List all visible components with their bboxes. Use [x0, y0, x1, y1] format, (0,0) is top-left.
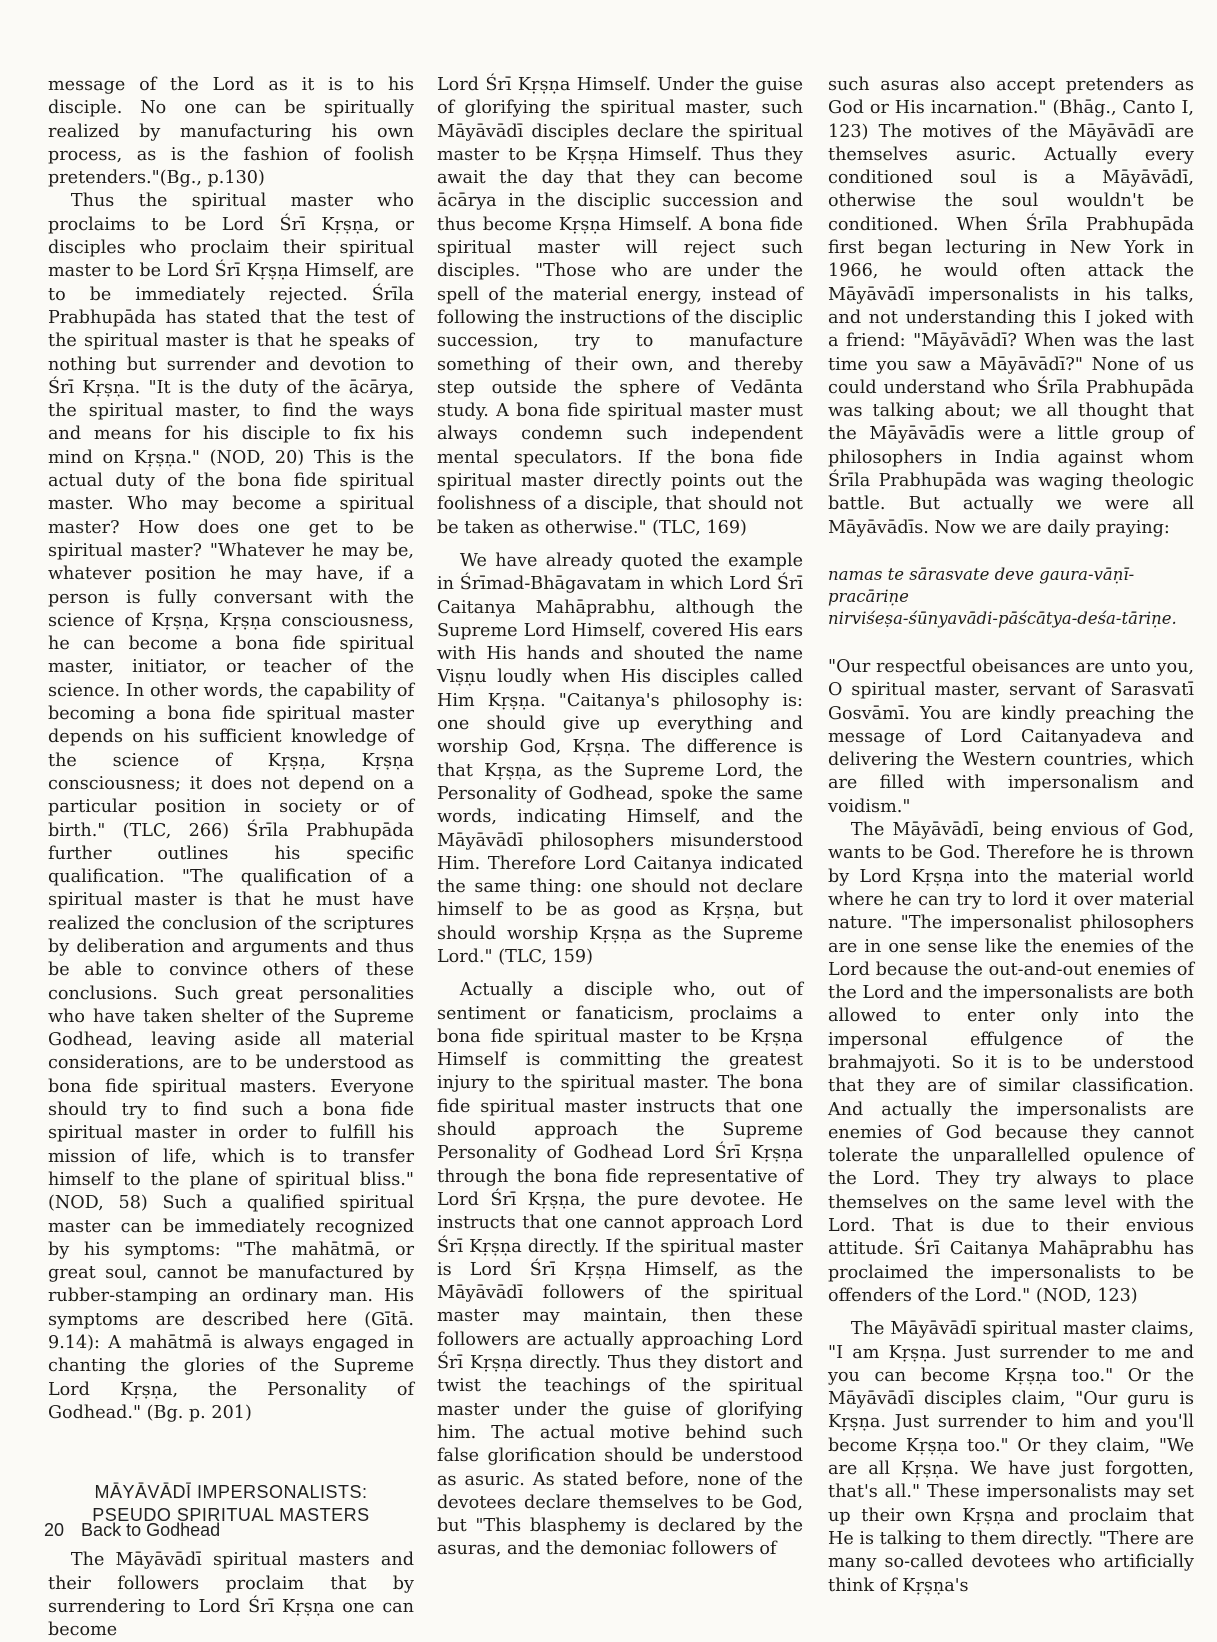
column-2 — [437, 74, 803, 1562]
heading-line: MĀYĀVĀDĪ IMPERSONALISTS: — [94, 1482, 368, 1503]
paragraph: such asuras also accept pretenders as God or His incarnation." (Bhāg., Canto I, 123) The motives of the Māyāvādī are themselves asuric. Actually every conditioned soul is a Māyāvādī, otherwise the soul wouldn't be conditioned. When Śrīla Prabhupāda first began lecturing in New York in 1966, he would often attack the Māyāvādī impersonalists in his talks, and not understanding this I joked with a friend: "Māyāvādī? When was the last time you saw a Māyāvādī?" None of us could understand who Śrīla Prabhupāda was talking about; we all thought that the Māyāvādīs were a little group of philosophers in India against whom Śrīla Prabhupāda was waging theologic battle. But actually we were all Māyāvādīs. Now we are daily praying: — [828, 75, 1194, 538]
publication-name: Back to Godhead — [81, 1520, 221, 1540]
paragraph: The Māyāvādī, being envious of God, wants to be God. Therefore he is thrown by Lord Kṛṣṇa into the material world where he can try to lord it over material nature. "The impersonalist philosophers are in one sense like the enemies of the Lord because the out-and-out enemies of the Lord and the impersonalists are both allowed to enter only into the impersonal effulgence of the brahmajyoti. So it is to be understood that they are of similar classification. And actually the impersonalists are enemies of God because they cannot tolerate the unparallelled opulence of the Lord. They try always to place themselves on the same level with the Lord. That is due to their envious attitude. Śrī Caitanya Mahāprabhu has proclaimed the impersonalists to be offenders of the Lord." (NOD, 123) — [828, 820, 1194, 1306]
verse-line: namas te sārasvate deve gaura-vāṇī-pracāriṇe — [828, 564, 1135, 606]
paragraph: "Our respectful obeisances are unto you, O spiritual master, servant of Sarasvatī Gosvāmī. You are kindly preaching the message of Lord Caitanyadeva and delivering the Western countries, which are filled with impersonalism and voidism." — [828, 656, 1194, 817]
paragraph: The Māyāvādī spiritual masters and their followers proclaim that by surrendering to Lord Śrī Kṛṣṇa one can become — [48, 1550, 414, 1641]
paragraph: Lord Śrī Kṛṣṇa Himself. Under the guise of glorifying the spiritual master, such Māyāvādī disciples declare the spiritual master to be Kṛṣṇa Himself. Thus they await the day that they can become ācārya in the disciplic succession and thus become Kṛṣṇa Himself. A bona fide spiritual master will reject such disciples. "Those who are under the spell of the material energy, instead of following the instructions of the disciplic succession, try to manufacture something of their own, and thereby step outside the sphere of Vedānta study. A bona fide spiritual master must always condemn such independent mental speculators. If the bona fide spiritual master directly points out the foolishness of a disciple, that should not be taken as otherwise." (TLC, 169) — [437, 75, 803, 538]
page-number: 20 — [44, 1520, 65, 1540]
page-footer — [44, 1520, 220, 1541]
paragraph: Actually a disciple who, out of sentiment or fanaticism, proclaims a bona fide spiritual master to be Kṛṣṇa Himself is committing the greatest injury to the spiritual master. The bona fide spiritual master instructs that one should approach the Supreme Personality of Godhead Lord Śrī Kṛṣṇa through the bona fide representative of Lord Śrī Kṛṣṇa, the pure devotee. He instructs that one cannot approach Lord Śrī Kṛṣṇa directly. If the spiritual master is Lord Śrī Kṛṣṇa Himself, as the Māyāvādī followers of the spiritual master may maintain, then these followers are actually approaching Lord Śrī Kṛṣṇa directly. Thus they distort and twist the teachings of the spiritual master under the guise of glorifying him. The actual motive behind such false glorification should be understood as asuric. As stated before, none of the devotees declare themselves to be God, but "This blasphemy is declared by the asuras, and the demoniac followers of — [437, 980, 803, 1560]
sanskrit-verse — [828, 564, 1194, 630]
verse-line: nirviśeṣa-śūnyavādi-pāścātya-deśa-tāriṇe. — [828, 608, 1177, 628]
paragraph: We have already quoted the example in Śrīmad-Bhāgavatam in which Lord Śrī Caitanya Mahāprabhu, although the Supreme Lord Himself, covered His ears with His hands and shouted the name Viṣṇu loudly when His disciples called Him Kṛṣṇa. "Caitanya's philosophy is: one should give up everything and worship God, Kṛṣṇa. The difference is that Kṛṣṇa, as the Supreme Lord, the Personality of Godhead, spoke the same words, indicating Himself, and the Māyāvādī philosophers misunderstood Him. Therefore Lord Caitanya indicated the same thing: one should not declare himself to be as good as Kṛṣṇa, but should worship Kṛṣṇa as the Supreme Lord." (TLC, 159) — [437, 550, 803, 967]
paragraph: The Māyāvādī spiritual master claims, "I am Kṛṣṇa. Just surrender to me and you can become Kṛṣṇa too." Or the Māyāvādī disciples claim, "Our guru is Kṛṣṇa. Just surrender to him and you'll become Kṛṣṇa too." Or they claim, "We are all Kṛṣṇa. We have just forgotten, that's all." These impersonalists may set up their own Kṛṣṇa and proclaim that He is talking to them directly. "There are many so-called devotees who artificially think of Kṛṣṇa's — [828, 1319, 1194, 1596]
heading-line: PSEUDO SPIRITUAL MASTERS — [92, 1505, 370, 1526]
paragraph: message of the Lord as it is to his disciple. No one can be spiritually realized by manufacturing his own process, as is the fashion of foolish pretenders."(Bg., p.130) — [48, 75, 414, 189]
column-1 — [48, 74, 414, 1642]
column-3 — [828, 74, 1194, 1598]
paragraph: Thus the spiritual master who proclaims to be Lord Śrī Kṛṣṇa, or disciples who proclaim their spiritual master to be Lord Śrī Kṛṣṇa Himself, are to be immediately rejected. Śrīla Prabhupāda has stated that the test of the spiritual master is that he speaks of nothing but surrender and devotion to Śrī Kṛṣṇa. "It is the duty of the ācārya, the spiritual master, to find the ways and means for his disciple to fix his mind on Kṛṣṇa." (NOD, 20) This is the actual duty of the bona fide spiritual master. Who may become a spiritual master? How does one get to be spiritual master? "Whatever he may be, whatever position he may have, if a person is fully conversant with the science of Kṛṣṇa, Kṛṣṇa consciousness, he can become a bona fide spiritual master, initiator, or teacher of the science. In other words, the capability of becoming a bona fide spiritual master depends on his sufficient knowledge of the science of Kṛṣṇa, Kṛṣṇa consciousness; it does not depend on a particular position in society or of birth." (TLC, 266) Śrīla Prabhupāda further outlines his specific qualification. "The qualification of a spiritual master is that he must have realized the conclusion of the scriptures by deliberation and arguments and thus be able to convince others of these conclusions. Such great personalities who have taken shelter of the Supreme Godhead, leaving aside all material considerations, are to be understood as bona fide spiritual masters. Everyone should try to find such a bona fide spiritual master in order to fulfill his mission of life, which is to transfer himself to the plane of spiritual bliss." (NOD, 58) Such a qualified spiritual master can be immediately recognized by his symptoms: "The mahātmā, or great soul, cannot be manufactured by rubber-stamping an ordinary man. His symptoms are described here (Gītā. 9.14): A mahātmā is always engaged in chanting the glories of the Supreme Lord Kṛṣṇa, the Personality of Godhead." (Bg. p. 201) — [48, 191, 414, 1423]
